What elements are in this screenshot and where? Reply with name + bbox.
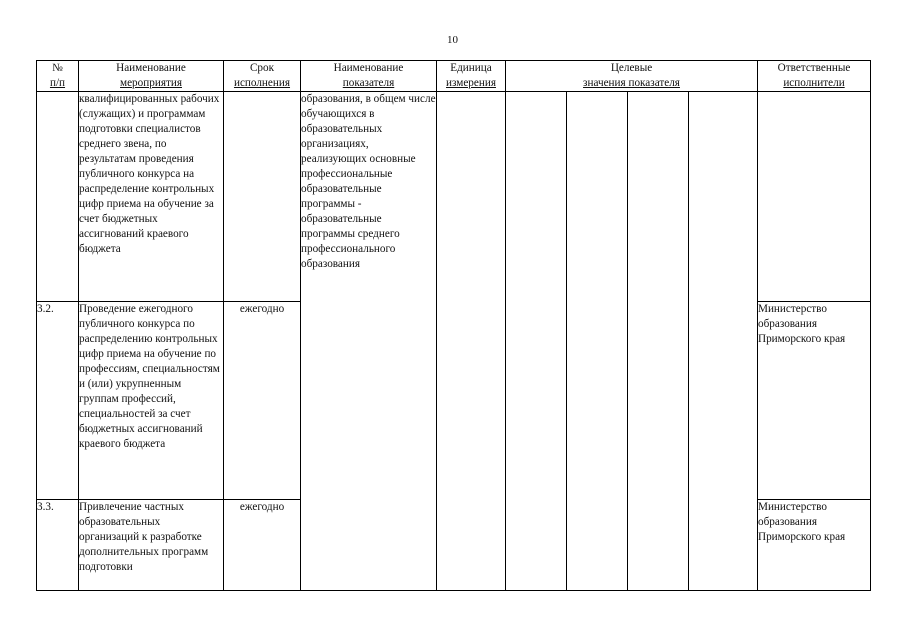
row-responsible: Министерство образования Приморского края: [758, 500, 871, 591]
row-term: ежегодно: [224, 302, 301, 500]
table-row: [37, 500, 871, 591]
header-event: Наименование мероприятия: [79, 61, 224, 92]
row-unit: [437, 302, 506, 500]
target-value-cell: [567, 302, 628, 500]
row-term: ежегодно: [224, 500, 301, 591]
target-value-cell: [628, 302, 689, 500]
table-header-row: [37, 61, 871, 92]
row-event: Привлечение частных образовательных организаций к разработке дополнительных программ подготовки: [79, 500, 224, 591]
row-term: [224, 92, 301, 302]
target-value-cell: [506, 500, 567, 591]
target-value-cell: [689, 92, 758, 302]
row-responsible: Министерство образования Приморского края: [758, 302, 871, 500]
row-indicator: образования, в общем числе обучающихся в образовательных организациях, реализующих основные профессиональные образовательные программы - образовательные программы среднего профессионального образования: [301, 92, 437, 302]
row-event: квалифицированных рабочих (служащих) и программам подготовки специалистов среднего звена, по результатам проведения публичного конкурса на распределение контрольных цифр приема на обучение за счет бюджетных ассигнований краевого бюджета: [79, 92, 224, 302]
row-number: 3.2.: [37, 302, 79, 500]
row-unit: [437, 92, 506, 302]
header-number: № п/п: [37, 61, 79, 92]
row-indicator: [301, 500, 437, 591]
row-indicator: [301, 302, 437, 500]
row-responsible: [758, 92, 871, 302]
target-value-cell: [689, 500, 758, 591]
target-value-cell: [506, 92, 567, 302]
target-value-cell: [628, 92, 689, 302]
target-value-cell: [506, 302, 567, 500]
page-number: 10: [447, 34, 458, 46]
row-unit: [437, 500, 506, 591]
target-value-cell: [689, 302, 758, 500]
header-term: Срок исполнения: [224, 61, 301, 92]
target-value-cell: [567, 92, 628, 302]
table-row: [37, 302, 871, 500]
target-value-cell: [567, 500, 628, 591]
row-event: Проведение ежегодного публичного конкурса по распределению контрольных цифр приема на обучение по профессиям, специальностям и (или) укрупненным группам профессий, специальностей за счет бюджетных ассигнований краевого бюджета: [79, 302, 224, 500]
header-indicator: Наименование показателя: [301, 61, 437, 92]
row-number: [37, 92, 79, 302]
header-responsible: Ответственные исполнители: [758, 61, 871, 92]
header-unit: Единица измерения: [437, 61, 506, 92]
target-value-cell: [628, 500, 689, 591]
header-target-values: Целевые значения показателя: [506, 61, 758, 92]
table-row: [37, 92, 871, 302]
activities-table: [36, 60, 871, 591]
row-number: 3.3.: [37, 500, 79, 591]
